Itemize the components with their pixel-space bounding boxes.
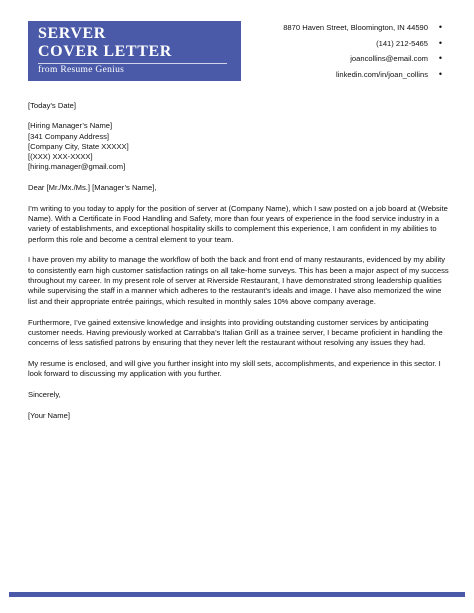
body-paragraph-2: I have proven my ability to manage the workflow of both the back and front end of many restaurants, evidenced by my ability to consistently earn high customer satisfaction ratings on all take-home surveys. This has been a major aspect of my success throughout my career. In my present role of server at Riverside Restaurant, I have demonstrated strong leadership qualities while supervising the staff in a manner which adheres to the restaurant’s ideals and image. I have also memorized the wine list and their appropriate entrée pairings, which resulted in monthly sales 10% above company average.: [28, 255, 449, 306]
recipient-email: [hiring.manager@gmail.com]: [28, 162, 126, 172]
letter-body: [28, 101, 450, 421]
bullet-icon: •: [438, 37, 442, 48]
recipient-city-state: [Company City, State XXXXX]: [28, 141, 129, 151]
body-paragraph-4: My resume is enclosed, and will give you further insight into my skill sets, accomplishments, and experience in this sector. I look forward to discussing my application with you further.: [28, 359, 441, 379]
phone-text: (141) 212-5465: [376, 38, 428, 48]
bullet-icon: •: [438, 22, 442, 32]
recipient-phone: [(XXX) XXX-XXXX]: [28, 152, 93, 162]
body-paragraph-1: I’m writing to you today to apply for the position of server at (Company Name), which I saw posted on a job board at (Website Name). With a Certificate in Food Handling and Safety, more than four years of experience in the food service industry in a variety of establishments, and exceptional hospitality skills to complement this experience, I am confident in my abilities to perform this role and become a central element to your team.: [28, 203, 448, 244]
email-text: joancollins@email.com: [350, 54, 428, 64]
bullet-icon: •: [438, 53, 442, 64]
address-text: 8870 Haven Street, Bloomington, IN 44590: [283, 23, 428, 32]
banner-divider: [38, 63, 227, 64]
document-title-line-2: COVER LETTER: [38, 43, 172, 60]
body-paragraph-3: Furthermore, I’ve gained extensive knowledge and insights into providing outstanding customer services by anticipating customer needs. Having previously worked at Carrabba’s Italian Grill as a trainee server, I became proficient in handling the concerns of less satisfied patrons by ensuring that they never left the restaurant without resolving any issues they had.: [28, 317, 443, 348]
signature: [Your Name]: [28, 411, 70, 421]
contact-email: [283, 51, 442, 67]
letter-date: [Today’s Date]: [28, 101, 76, 110]
recipient-name: [Hiring Manager’s Name]: [28, 121, 113, 131]
title-banner: [28, 21, 241, 81]
bullet-icon: •: [438, 68, 442, 79]
contact-info: [283, 20, 442, 82]
document-title-line-1: SERVER: [38, 25, 106, 42]
contact-linkedin: [283, 67, 442, 83]
linkedin-text: linkedin.com/in/joan_collins: [335, 69, 428, 79]
footer-bar: [9, 592, 465, 597]
recipient-address: [341 Company Address]: [28, 131, 110, 141]
salutation: Dear [Mr./Mx./Ms.] [Manager’s Name],: [28, 182, 157, 192]
closing: Sincerely,: [28, 390, 61, 400]
contact-address: [283, 20, 442, 36]
contact-phone: [283, 36, 442, 52]
document-subtitle: from Resume Genius: [38, 65, 125, 75]
